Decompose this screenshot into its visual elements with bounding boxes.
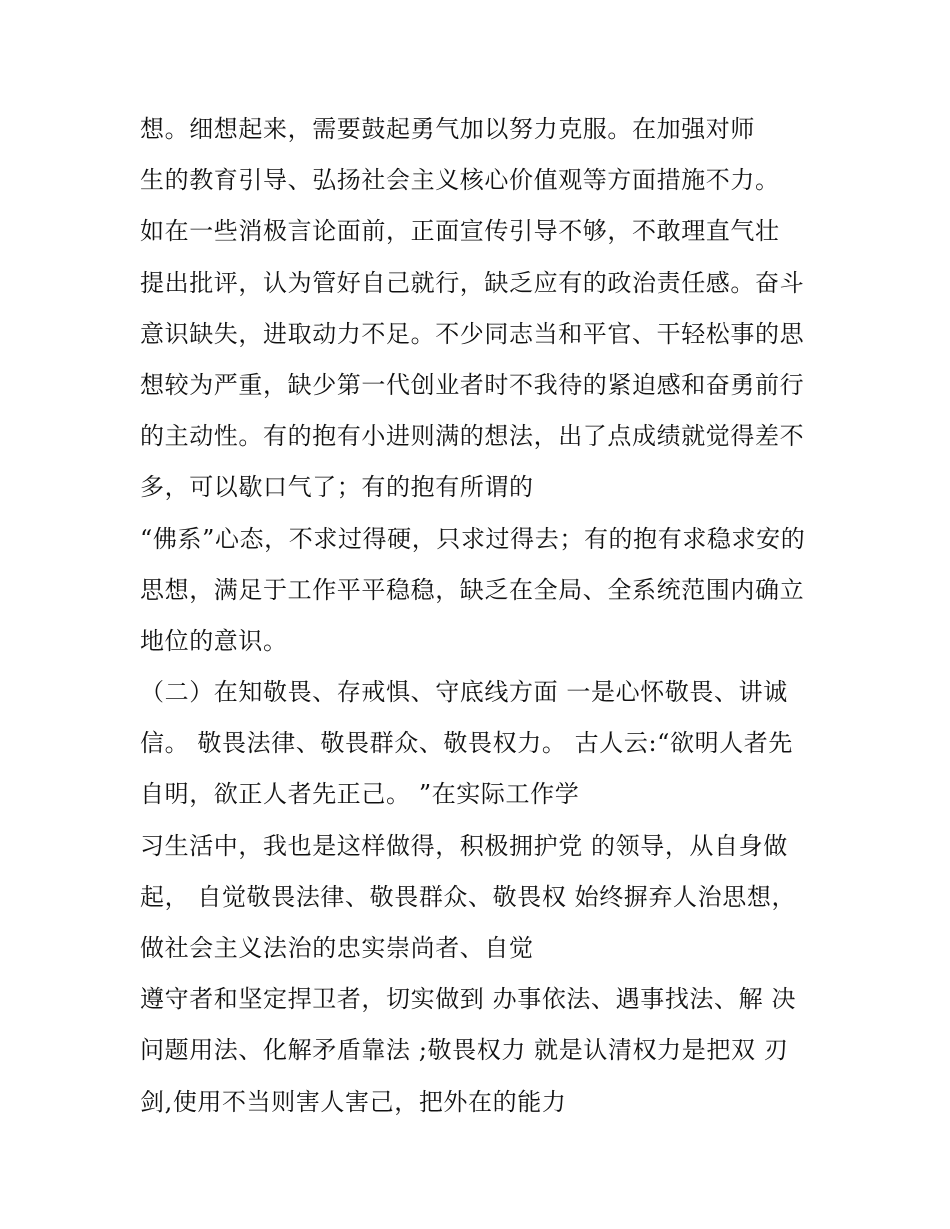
text-line: 提出批评，认为管好自己就行，缺乏应有的政治责任感。奋斗 — [140, 268, 805, 297]
text-line: 的主动性。有的抱有小进则满的想法，出了点成绩就觉得差不 — [140, 422, 805, 451]
text-line: 如在一些消极言论面前，正面宣传引导不够，不敢理直气壮 — [140, 217, 780, 246]
text-line: 问题用法、化解矛盾靠法 ;敬畏权力 就是认清权力是把双 刃 — [140, 1036, 789, 1065]
text-line: 信。 敬畏法律、敬畏群众、敬畏权力。 古人云:“欲明人者先 — [140, 729, 794, 758]
text-line: 思想，满足于工作平平稳稳，缺乏在全局、全系统范围内确立 — [140, 575, 805, 604]
text-line: 想较为严重，缺少第一代创业者时不我待的紧迫感和奋勇前行 — [140, 370, 805, 399]
text-line: 生的教育引导、弘扬社会主义核心价值观等方面措施不力。 — [140, 166, 780, 195]
body-text — [140, 108, 840, 1132]
text-line: 剑,使用不当则害人害己，把外在的能力 — [140, 1087, 567, 1116]
text-line: 遵守者和坚定捍卫者，切实做到 办事依法、遇事找法、解 决 — [140, 985, 797, 1014]
text-line: 地位的意识。 — [140, 626, 288, 655]
text-line: 意识缺失，进取动力不足。不少同志当和平官、干轻松事的思 — [140, 319, 805, 348]
text-line: 习生活中，我也是这样做得，积极拥护党 的领导，从自身做 — [140, 831, 788, 860]
text-line: （二）在知敬畏、存戒惧、守底线方面 一是心怀敬畏、讲诚 — [140, 678, 788, 707]
text-line: 自明，欲正人者先正己。 ”在实际工作学 — [140, 780, 580, 809]
text-line: 多，可以歇口气了；有的抱有所谓的 — [140, 473, 534, 502]
text-line: 做社会主义法治的忠实崇尚者、自觉 — [140, 934, 534, 962]
text-line: 起， 自觉敬畏法律、敬畏群众、敬畏权 始终摒弃人治思想， — [140, 882, 797, 911]
text-line: 想。细想起来，需要鼓起勇气加以努力克服。在加强对师 — [140, 115, 755, 143]
text-line: “佛系”心态，不求过得硬，只求过得去；有的抱有求稳求安的 — [140, 524, 806, 553]
